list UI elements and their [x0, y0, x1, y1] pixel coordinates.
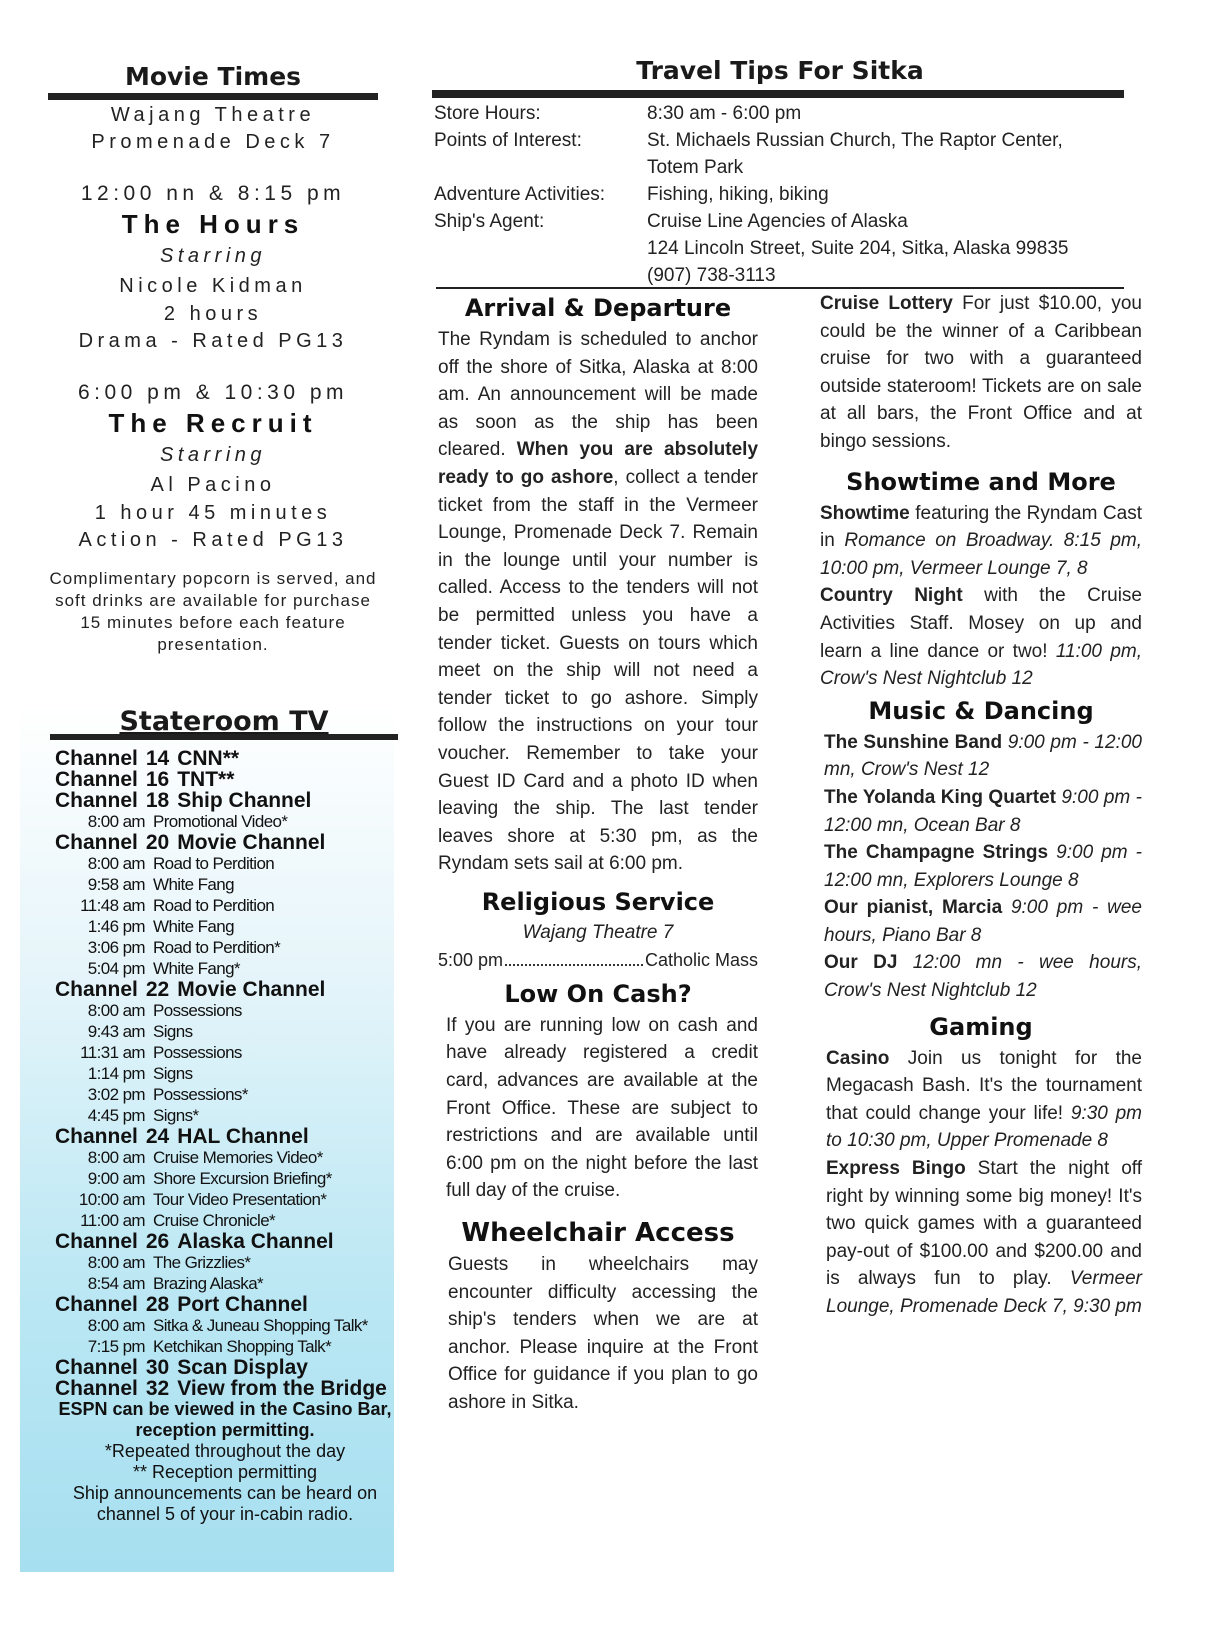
program-time: 5:04 pm	[87, 959, 145, 978]
program-time: 4:45 pm	[87, 1106, 145, 1125]
program-title: Possessions	[153, 1001, 242, 1020]
religious-venue: Wajang Theatre 7	[522, 921, 674, 943]
film-starring-label: Starring	[159, 245, 267, 267]
film-genre: Drama - Rated PG13	[78, 330, 348, 352]
announce-note: Ship announcements can be heard on channel 5 of your in-cabin radio.	[72, 1483, 378, 1524]
program-row	[55, 1084, 395, 1105]
program-time: 3:02 pm	[87, 1085, 145, 1104]
row-key: Adventure Activities:	[434, 184, 606, 205]
gaming-list	[820, 1045, 1142, 1321]
program-title: Brazing Alaska*	[153, 1274, 264, 1293]
service-name: Catholic Mass	[644, 949, 758, 970]
program-row	[55, 1168, 395, 1189]
channel-row	[55, 790, 395, 811]
stateroom-tv-section	[20, 706, 394, 1572]
channel-number: 20	[145, 831, 170, 854]
program-title: Sitka & Juneau Shopping Talk*	[153, 1316, 368, 1335]
channel-label: Channel	[55, 747, 138, 770]
venue-line-1: Wajang Theatre	[110, 104, 316, 126]
film-length: 2 hours	[163, 303, 263, 325]
item-label: The Yolanda King Quartet	[824, 786, 1056, 808]
program-title: Possessions*	[153, 1085, 248, 1104]
music-item	[824, 839, 1142, 894]
service-time: 5:00 pm	[438, 949, 504, 970]
program-title: Tour Video Presentation*	[153, 1190, 327, 1209]
showtime-item	[820, 500, 1142, 583]
program-row	[55, 937, 395, 958]
program-row	[55, 811, 395, 832]
channel-number: 22	[145, 978, 170, 1001]
row-value: Fishing, hiking, biking	[647, 184, 829, 205]
channel-label: Channel	[55, 1125, 138, 1148]
program-time: 10:00 am	[78, 1190, 145, 1209]
film-time: 12:00 nn & 8:15 pm	[80, 182, 346, 205]
channel-label: Channel	[55, 789, 138, 812]
item-text: Join us tonight for the Megacash Bash. It's the tournament that could change your life!	[826, 1047, 1142, 1124]
travel-tips-row	[434, 235, 1134, 262]
program-row	[55, 1336, 395, 1357]
channel-row	[55, 1126, 395, 1147]
channel-number: 28	[145, 1293, 170, 1316]
channel-number: 16	[145, 768, 170, 791]
travel-tips-heading: Travel Tips For Sitka	[636, 56, 924, 85]
channel-label: Channel	[55, 1356, 138, 1379]
channel-number: 32	[145, 1377, 170, 1400]
stateroom-tv-header	[50, 706, 398, 740]
dot-leader	[505, 946, 643, 966]
program-title: Cruise Memories Video*	[153, 1148, 323, 1167]
program-time: 8:00 am	[87, 1253, 145, 1272]
item-text: featuring the Ryndam Cast in	[820, 502, 1142, 552]
repeated-note: *Repeated throughout the day	[104, 1441, 346, 1461]
program-title: Road to Perdition	[153, 896, 275, 915]
program-time: 11:31 am	[80, 1043, 145, 1062]
travel-tips-bottom-rule	[436, 287, 1124, 289]
wheelchair-text: Guests in wheelchairs may encounter difficulty accessing the ship's tenders when we are at anchor. Please inquire at the Front Office for guidance if you plan to go ashore in Sitka.	[448, 1254, 758, 1413]
lottery-text	[820, 290, 1142, 456]
channel-name: Movie Channel	[177, 831, 326, 854]
channel-name: HAL Channel	[177, 1125, 309, 1148]
item-label: The Champagne Strings	[824, 842, 1049, 864]
item-label: The Sunshine Band	[824, 731, 1003, 753]
showtime-heading: Showtime and More	[846, 467, 1116, 496]
program-row	[55, 1042, 395, 1063]
item-detail: 9:00 pm - 12:00 mn, Crow's Nest 12	[824, 731, 1142, 781]
reception-note: ** Reception permitting	[132, 1462, 318, 1482]
channel-name: CNN**	[177, 747, 240, 770]
channel-row	[55, 1378, 395, 1399]
row-value: 8:30 am - 6:00 pm	[647, 103, 802, 124]
travel-tips-row	[434, 181, 1134, 208]
program-time: 9:00 am	[87, 1169, 145, 1188]
low-cash-heading: Low On Cash?	[504, 979, 692, 1008]
movie-times-heading: Movie Times	[124, 62, 302, 91]
program-time: 3:06 pm	[87, 938, 145, 957]
film-star: Nicole Kidman	[119, 275, 307, 297]
channel-label: Channel	[55, 1293, 138, 1316]
channel-row	[55, 1357, 395, 1378]
program-title: Signs	[153, 1064, 193, 1083]
channel-number: 14	[145, 747, 170, 770]
channel-row	[55, 748, 395, 769]
program-row	[55, 874, 395, 895]
program-time: 8:00 am	[87, 812, 145, 831]
program-title: Signs*	[153, 1106, 199, 1125]
film-time: 6:00 pm & 10:30 pm	[77, 381, 349, 404]
film-block	[48, 180, 378, 355]
stateroom-tv-heading: Stateroom TV	[119, 706, 329, 737]
channel-row	[55, 979, 395, 1000]
film-star: Al Pacino	[150, 474, 276, 496]
item-label: Our DJ	[824, 952, 898, 974]
row-key	[434, 235, 647, 262]
program-row	[55, 1000, 395, 1021]
program-title: Road to Perdition*	[153, 938, 281, 957]
channel-row	[55, 769, 395, 790]
right-column	[820, 290, 1142, 1321]
program-title: Promotional Video*	[153, 812, 288, 831]
channel-name: View from the Bridge	[177, 1377, 387, 1400]
arrival-heading: Arrival & Departure	[464, 294, 732, 322]
program-row	[55, 1147, 395, 1168]
item-label: Express Bingo	[826, 1158, 966, 1180]
film-title: The Recruit	[108, 408, 318, 438]
film-starring-label: Starring	[159, 444, 267, 466]
channel-label: Channel	[55, 978, 138, 1001]
row-value: Cruise Line Agencies of Alaska	[647, 211, 908, 232]
program-row	[55, 1252, 395, 1273]
channel-number: 30	[145, 1356, 170, 1379]
program-title: Road to Perdition	[153, 854, 275, 873]
channel-label: Channel	[55, 768, 138, 791]
travel-tips-row	[434, 100, 1134, 127]
film-block	[48, 379, 378, 554]
channel-label: Channel	[55, 831, 138, 854]
program-row	[55, 1189, 395, 1210]
film-title: The Hours	[121, 209, 305, 239]
item-detail: 9:30 pm to 10:30 pm, Upper Promenade 8	[826, 1102, 1142, 1152]
channel-name: Scan Display	[177, 1356, 308, 1379]
music-item	[824, 894, 1142, 949]
item-detail: 9:00 pm - 12:00 mn, Ocean Bar 8	[824, 786, 1142, 836]
program-title: White Fang	[153, 875, 234, 894]
movie-times-rule	[48, 93, 378, 100]
channel-name: TNT**	[177, 768, 235, 791]
program-time: 11:00 am	[80, 1211, 145, 1230]
arrival-text-part: The Ryndam is scheduled to anchor off the shore of Sitka, Alaska at 8:00 am. An announcement will be made as soon as the ship has been cleared.	[438, 329, 758, 461]
row-key	[434, 262, 647, 289]
music-list	[820, 729, 1142, 1005]
middle-column	[438, 290, 758, 1417]
row-value: 124 Lincoln Street, Suite 204, Sitka, Alaska 99835	[647, 238, 1069, 259]
item-detail: 11:00 pm, Crow's Nest Nightclub 12	[820, 640, 1142, 690]
row-key: Ship's Agent:	[434, 211, 545, 232]
item-text: with the Cruise Activities Staff. Mosey on up and learn a line dance or two!	[820, 585, 1142, 662]
program-time: 8:00 am	[87, 1001, 145, 1020]
item-label: Our pianist, Marcia	[824, 897, 1003, 919]
channel-row	[55, 832, 395, 853]
travel-tips-table	[434, 100, 1134, 289]
channel-number: 24	[145, 1125, 170, 1148]
religious-service-row	[438, 946, 758, 974]
arrival-bold-text: When you are absolutely ready to go ashore	[438, 439, 759, 488]
item-detail: 12:00 mn - wee hours, Crow's Nest Nightclub 12	[824, 952, 1142, 1002]
gaming-item	[826, 1045, 1142, 1155]
item-label: Showtime	[820, 502, 910, 524]
espn-note: ESPN can be viewed in the Casino Bar, reception permitting.	[58, 1399, 392, 1440]
program-time: 8:00 am	[87, 854, 145, 873]
item-detail: 9:00 pm - wee hours, Piano Bar 8	[824, 897, 1142, 946]
program-title: White Fang	[153, 917, 234, 936]
program-time: 7:15 pm	[87, 1337, 145, 1356]
music-item	[824, 729, 1142, 784]
arrival-text	[438, 326, 758, 878]
program-title: White Fang*	[153, 959, 240, 978]
program-row	[55, 1105, 395, 1126]
travel-tips-row	[434, 208, 1134, 235]
item-detail: 9:00 pm - 12:00 mn, Explorers Lounge 8	[824, 842, 1142, 891]
showtime-item	[820, 582, 1142, 692]
program-title: Ketchikan Shopping Talk*	[153, 1337, 332, 1356]
row-key: Points of Interest:	[434, 130, 582, 151]
travel-tips-rule	[432, 90, 1124, 98]
religious-heading: Religious Service	[481, 887, 715, 916]
row-key: Store Hours:	[434, 103, 541, 124]
venue-line-2: Promenade Deck 7	[91, 131, 335, 153]
music-item	[824, 949, 1142, 1004]
program-row	[55, 1315, 395, 1336]
program-time: 1:14 pm	[87, 1064, 145, 1083]
program-time: 8:54 am	[87, 1274, 145, 1293]
music-item	[824, 784, 1142, 839]
item-label: Casino	[826, 1047, 890, 1069]
film-length: 1 hour 45 minutes	[94, 502, 332, 524]
program-time: 9:58 am	[87, 875, 145, 894]
item-detail: Romance on Broadway. 8:15 pm, 10:00 pm, Vermeer Lounge 7, 8	[820, 530, 1142, 579]
channel-number: 18	[145, 789, 170, 812]
travel-tips-row	[434, 262, 1134, 289]
channel-number: 26	[145, 1230, 170, 1253]
program-row	[55, 916, 395, 937]
music-heading: Music & Dancing	[868, 696, 1094, 725]
popcorn-note: Complimentary popcorn is served, and soft drinks are available for purchase 15 minutes before each feature presentation.	[49, 569, 377, 654]
channel-row	[55, 1231, 395, 1252]
item-label: Country Night	[820, 585, 963, 607]
program-row	[55, 895, 395, 916]
program-time: 8:00 am	[87, 1316, 145, 1335]
channel-name: Port Channel	[177, 1293, 308, 1316]
program-title: Cruise Chronicle*	[153, 1211, 276, 1230]
movie-times-section	[48, 62, 378, 656]
channel-row	[55, 1294, 395, 1315]
lottery-label: Cruise Lottery	[820, 293, 953, 314]
program-time: 11:48 am	[80, 896, 145, 915]
gaming-heading: Gaming	[929, 1012, 1033, 1041]
low-cash-text: If you are running low on cash and have already registered a credit card, advances are available at the Front Office. These are subject to restrictions and are available until 6:00 pm on the night before the last full day of the cruise.	[446, 1014, 758, 1202]
channel-label: Channel	[55, 1230, 138, 1253]
program-row	[55, 1273, 395, 1294]
program-title: Possessions	[153, 1043, 242, 1062]
channel-name: Alaska Channel	[177, 1230, 334, 1253]
lottery-body: For just $10.00, you could be the winner of a Caribbean cruise for two with a guaranteed outside stateroom! Tickets are on sale at all bars, the Front Office and at bingo sessions.	[820, 293, 1142, 452]
arrival-text-rest: , collect a tender ticket from the staff in the Vermeer Lounge, Promenade Deck 7. Remain in the lounge until your number is called. Access to the tenders will not be permitted unless you have a tender ticket. Guests on tours which meet on the ship will not need a tender ticket to go ashore. Simply follow the instructions on your tour voucher. Remember to take your Guest ID Card and a photo ID when leaving the ship. The last tender leaves shore at 5:30 pm, as the Ryndam sets sail at 6:00 pm.	[438, 466, 758, 875]
item-detail: Vermeer Lounge, Promenade Deck 7, 9:30 pm	[826, 1268, 1142, 1317]
row-value: St. Michaels Russian Church, The Raptor Center, Totem Park	[647, 130, 1063, 178]
program-title: The Grizzlies*	[153, 1253, 251, 1272]
program-row	[55, 1021, 395, 1042]
gaming-item	[826, 1155, 1142, 1321]
program-row	[55, 1210, 395, 1231]
film-genre: Action - Rated PG13	[78, 529, 348, 551]
channel-label: Channel	[55, 1377, 138, 1400]
channel-list	[55, 748, 395, 1525]
channel-name: Ship Channel	[177, 789, 312, 812]
row-value: (907) 738-3113	[647, 265, 776, 286]
program-time: 8:00 am	[87, 1148, 145, 1167]
program-title: Shore Excursion Briefing*	[153, 1169, 332, 1188]
wheelchair-heading: Wheelchair Access	[461, 1218, 735, 1249]
program-time: 1:46 pm	[87, 917, 145, 936]
program-title: Signs	[153, 1022, 193, 1041]
program-row	[55, 1063, 395, 1084]
travel-tips-row	[434, 127, 1134, 181]
item-text: Start the night off right by winning some big money! It's two quick games with a guaranteed pay-out of $100.00 and $200.00 and is always fun to play.	[826, 1158, 1142, 1290]
program-time: 9:43 am	[87, 1022, 145, 1041]
program-row	[55, 958, 395, 979]
channel-name: Movie Channel	[177, 978, 326, 1001]
program-row	[55, 853, 395, 874]
